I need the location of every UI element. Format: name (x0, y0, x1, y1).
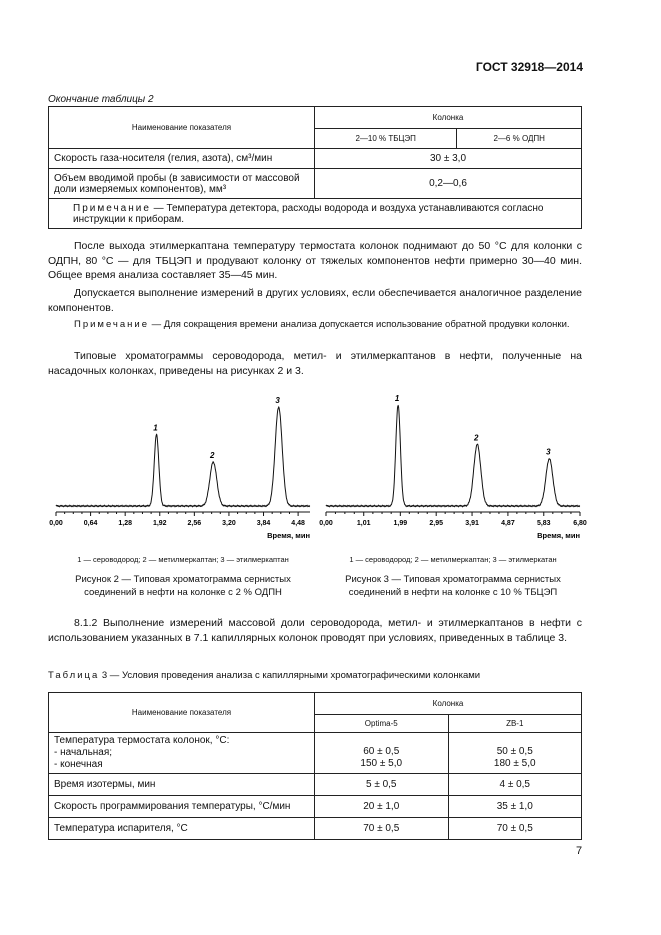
fig2-caption-line2: соединений в нефти на колонке с 2 % ОДПН (84, 587, 282, 598)
note-text: — Для сокращения времени анализа допускается использование обратной продувки колонки. (149, 319, 570, 330)
figure-3-chart (318, 388, 588, 544)
fig3-caption-line2: соединений в нефти на колонке с 10 % ТБЦЭП (348, 587, 558, 598)
page-number: 7 (576, 845, 583, 857)
note-paragraph (48, 318, 582, 333)
table3-row-temperature-name (49, 733, 315, 774)
fig3-tick-label: 6,80 (573, 520, 587, 527)
table3-row4-b: 35 ± 1,0 (448, 796, 582, 818)
paragraph-2: Допускается выполнение измерений в других условиях, если обеспечивается аналогичное разделение компонентов. (48, 287, 582, 314)
table2-note (49, 199, 582, 229)
table3-header-col-b: ZB-1 (448, 715, 582, 733)
fig3-trace (326, 406, 580, 507)
table2-note-label: Примечание (73, 202, 151, 214)
table3-header-group: Колонка (315, 693, 582, 715)
fig3-xlabel: Время, мин (537, 531, 580, 540)
table2-row1-value: 30 ± 3,0 (315, 149, 582, 169)
fig2-peak-label: 1 (153, 423, 158, 433)
table3-row3-a: 5 ± 0,5 (315, 774, 449, 796)
fig3-tick-label: 2,95 (429, 520, 444, 527)
fig2-tick-label: 1,28 (118, 520, 132, 527)
table-3 (48, 692, 582, 840)
table3-header-name: Наименование показателя (49, 693, 315, 733)
fig2-trace (56, 407, 310, 507)
fig2-tick-label: 3,20 (222, 520, 236, 527)
table2-header-col-a: 2—10 % ТБЦЭП (315, 129, 457, 149)
table3-row3-name: Время изотермы, мин (49, 774, 315, 796)
table3-row4-a: 20 ± 1,0 (315, 796, 449, 818)
table3-row5-a: 70 ± 0,5 (315, 818, 449, 840)
table3-row2-b: 180 ± 5,0 (493, 758, 536, 769)
table3-row1-a: 60 ± 0,5 (363, 746, 400, 757)
table3-row-temperature-a (315, 733, 449, 774)
paragraph-1: После выхода этилмеркаптана температуру термостата колонок поднимают до 50 °С для колонки с ОДПН, 80 °С — для ТБЦЭП и продувают колонку от тяжелых компонентов нефти примерно 30—40 мин. Общее время анализа составляет 35—45 мин. (48, 240, 582, 281)
table2-row1-name: Скорость газа-носителя (гелия, азота), см³/мин (49, 149, 315, 169)
document-id: ГОСТ 32918—2014 (475, 60, 583, 74)
table2-row2-name: Объем вводимой пробы (в зависимости от массовой доли измеряемых компонентов), мм³ (49, 169, 315, 199)
fig2-tick-label: 0,64 (83, 520, 98, 527)
table2-note-text: — Температура детектора, расходы водорода и воздуха устанавливаются согласно инструкции к приборам. (73, 202, 544, 225)
table3-row1-name: - начальная; (54, 747, 113, 758)
fig3-tick-label: 4,87 (501, 520, 515, 527)
table2-caption: Окончание таблицы 2 (48, 94, 154, 105)
table-2 (48, 106, 582, 229)
table3-title (48, 670, 480, 681)
table3-row5-b: 70 ± 0,5 (448, 818, 582, 840)
fig3-tick-label: 0,00 (319, 520, 333, 527)
fig3-caption-line1: Рисунок 3 — Типовая хроматограмма сернистых (345, 574, 561, 585)
fig2-legend: 1 — сероводород; 2 — метилмеркаптан; 3 — этилмеркаптан (77, 555, 289, 564)
table3-row3-b: 4 ± 0,5 (448, 774, 582, 796)
paragraph-4: 8.1.2 Выполнение измерений массовой доли сероводорода, метил- и этилмеркаптанов в нефти с использованием указанных в 7.1 капиллярных колонок проводят при условиях, приведенных в таблице 3. (48, 617, 582, 644)
figure-2-chart (48, 388, 318, 544)
table3-row1-b: 50 ± 0,5 (496, 746, 533, 757)
table3-header-col-a: Optima-5 (315, 715, 449, 733)
paragraph-3: Типовые хроматограммы сероводорода, метил- и этилмеркаптанов в нефти, полученные на насадочных колонках, приведены на рисунках 2 и 3. (48, 350, 582, 377)
fig2-xlabel: Время, мин (267, 531, 310, 540)
fig2-peak-label: 3 (275, 396, 280, 405)
fig3-tick-label: 3,91 (465, 520, 479, 527)
fig3-tick-label: 1,99 (393, 520, 408, 527)
table3-row4-name: Скорость программирования температуры, °С/мин (49, 796, 315, 818)
table3-row0-name: Температура термостата колонок, °С: (54, 735, 230, 746)
fig3-peak-label: 3 (546, 447, 551, 457)
note-label: Примечание (74, 319, 149, 330)
table3-row2-a: 150 ± 5,0 (360, 758, 403, 769)
fig2-tick-label: 2,56 (187, 520, 202, 527)
table3-title-text: 3 — Условия проведения анализа с капиллярными хроматографическими колонками (99, 670, 481, 681)
table2-row2-value: 0,2—0,6 (315, 169, 582, 199)
fig2-caption (48, 573, 318, 599)
table3-row-temperature-b (448, 733, 582, 774)
table2-header-group: Колонка (315, 107, 582, 129)
fig2-caption-line1: Рисунок 2 — Типовая хроматограмма сернистых (75, 574, 291, 585)
fig2-tick-label: 3,84 (256, 520, 271, 527)
table3-row2-name: - конечная (54, 759, 103, 770)
fig2-peak-label: 2 (210, 451, 215, 460)
fig3-tick-label: 5,83 (536, 520, 551, 527)
fig2-tick-label: 4,48 (291, 520, 305, 527)
fig3-peak-label: 1 (394, 393, 400, 403)
table2-header-name: Наименование показателя (49, 107, 315, 149)
fig3-caption (318, 573, 588, 599)
fig3-peak-label: 2 (474, 433, 479, 443)
fig3-tick-label: 1,01 (356, 520, 371, 527)
fig2-tick-label: 1,92 (152, 520, 167, 527)
table3-row5-name: Температура испарителя, °С (49, 818, 315, 840)
table2-header-col-b: 2—6 % ОДПН (457, 129, 582, 149)
table3-label: Таблица (48, 670, 100, 681)
fig2-tick-label: 0,00 (49, 520, 63, 527)
fig3-legend: 1 — сероводород; 2 — метилмеркаптан; 3 — этилмеркатан (349, 555, 557, 564)
